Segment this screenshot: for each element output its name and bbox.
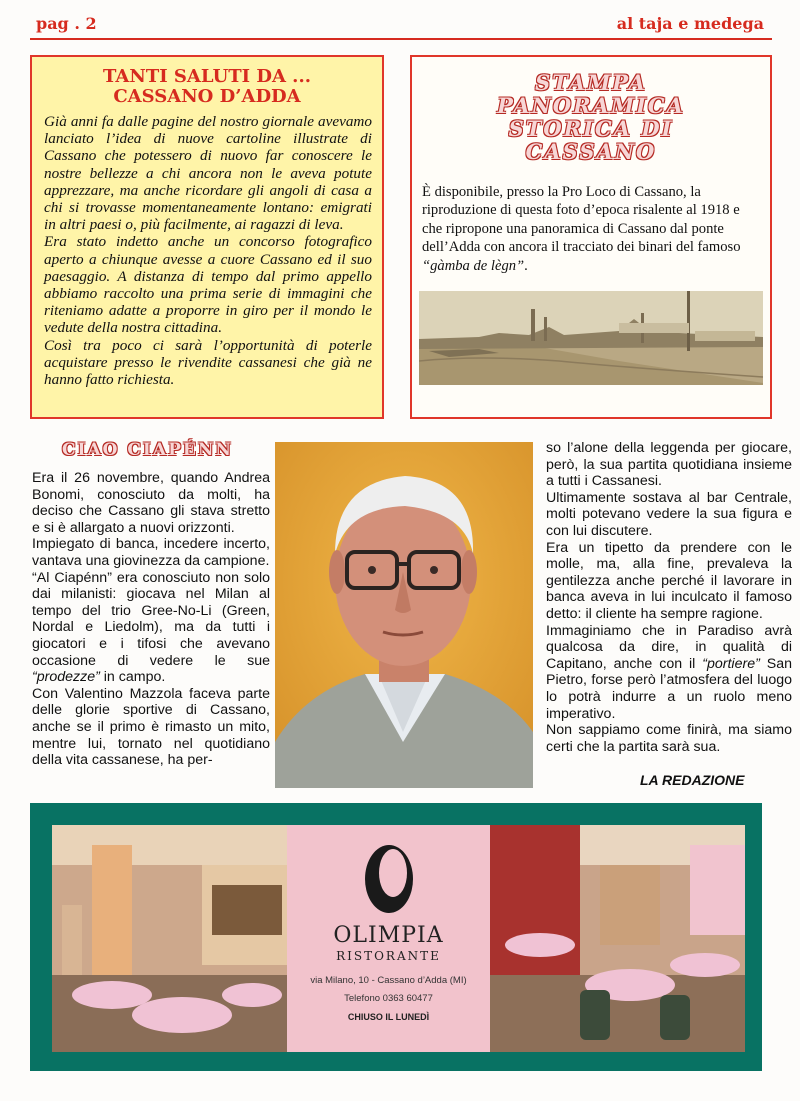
panoramic-print-box	[410, 55, 772, 419]
obituary-left-column	[32, 470, 270, 769]
greetings-title-line1: TANTI SALUTI DA ...	[103, 66, 311, 87]
panoramic-print-title	[412, 71, 770, 163]
page-number: pag . 2	[36, 14, 97, 33]
obituary-quote: “prodezze”	[32, 669, 100, 686]
greetings-title	[32, 67, 382, 107]
obituary-paragraph: Ultimamente sostava al bar Centrale, molti potevano vedere la sua figura e con lui discutere.	[546, 489, 792, 539]
signature: LA REDAZIONE	[640, 772, 745, 788]
restaurant-phone: Telefono 0363 60477	[344, 993, 433, 1004]
greetings-text	[44, 113, 372, 388]
restaurant-closing-day: CHIUSO IL LUNEDÌ	[347, 1012, 430, 1022]
print-text: È disponibile, presso la Pro Loco di Cassano, la riproduzione di questa foto d’epoca risalente al 1918 e che ripropone una panoramica di Cassano dal ponte dell’Adda con ancora il tracciato dei binari del famoso	[422, 184, 741, 256]
running-title: al taja e medega	[616, 14, 764, 33]
print-text-end: .	[524, 257, 528, 274]
obituary-paragraph-end: in campo.	[103, 669, 166, 686]
restaurant-advertisement	[30, 803, 762, 1071]
greetings-paragraph: Già anni fa dalle pagine del nostro giornale avevamo lanciato l’idea di nuove cartoline illustrate di Cassano che potessero di nuovo far conoscere le nostre bellezze a chi ancora non le aveva potute apprezzare, ma anche ricordare gli angoli di casa a chi si trovasse momentaneamente lontano: emigrati in altri paesi o, più facilmente, ai ragazzi di leva.	[44, 113, 372, 234]
print-title-line: PANORAMICA	[497, 93, 685, 118]
obituary-paragraph-start: Immaginiamo che in Paradiso avrà qualcosa da dire, in qualità di Capitano, anche con il	[546, 622, 792, 672]
restaurant-address: via Milano, 10 - Cassano d’Adda (MI)	[310, 975, 467, 986]
obituary-right-column	[546, 440, 792, 755]
obituary-quote: “portiere”	[702, 655, 760, 672]
print-title-line: STORICA DI	[508, 116, 674, 141]
olimpia-logo-icon	[363, 843, 415, 915]
print-title-line: STAMPA	[535, 70, 647, 95]
restaurant-logo-panel	[287, 825, 490, 1052]
obituary-paragraph: Era il 26 novembre, quando Andrea Bonomi, conosciuto da molti, ha deciso che Cassano gli stava stretto e si è allargato a nuovi orizzonti.	[32, 470, 270, 536]
greetings-box	[30, 55, 384, 419]
portrait-photo	[275, 442, 533, 788]
restaurant-name: OLIMPIA	[333, 923, 444, 948]
greetings-paragraph: Così tra poco ci sarà l’opportunità di poterle acquistare presso le rivendite cassanesi che già ne hanno fatto richiesta.	[44, 336, 372, 389]
header-rule	[30, 38, 772, 40]
obituary-paragraph: Era un tipetto da prendere con le molle, ma, alla fine, prevaleva la gentilezza anche perché il lavorare in banca aveva in lui inculcato il famoso detto: il cliente ha sempre ragione.	[546, 539, 792, 622]
greetings-title-line2: CASSANO D’ADDA	[113, 86, 301, 107]
obituary-paragraph: Non sappiamo come finirà, ma siamo certi che la partita sarà sua.	[546, 722, 792, 755]
restaurant-dining-room-photo	[490, 825, 745, 1052]
obituary-paragraph	[32, 570, 270, 686]
panoramic-print-text	[422, 183, 762, 275]
obituary-paragraph-start: “Al Ciapénn” era conosciuto non solo dai milanisti: giocava nel Milan al tempo del trio Gree-No-Li (Green, Nordal e Liedolm), ma da tutti i giocatori e i tifosi che avevano occasione di vedere le sue	[32, 569, 270, 669]
greetings-paragraph: Era stato indetto anche un concorso fotografico aperto a chiunque avesse a cuore Cassano ed il suo paesaggio. A distanza di tempo dal primo appello abbiamo raccolto una prima serie di immagini che riteniamo adatte a proporre in giro per il mondo le vedute della nostra cittadina.	[44, 233, 372, 337]
restaurant-bar-photo	[52, 825, 287, 1052]
obituary-paragraph: Impiegato di banca, incedere incerto, vantava una giovinezza da campione.	[32, 536, 270, 569]
historic-panorama-photo	[419, 291, 763, 385]
obituary-paragraph-end: San Pietro, forse però l’atmosfera del luogo lo potrà indurre a un ruolo meno imperativo.	[546, 655, 792, 722]
obituary-paragraph: Con Valentino Mazzola faceva parte delle glorie sportive di Cassano, anche se il primo è rimasto un mito, mentre lui, tornato nel quotidiano della vita cassanese, ha per-	[32, 685, 270, 769]
print-text-quote: “gàmba de lègn”	[422, 257, 525, 274]
obituary-paragraph: so l’alone della leggenda per giocare, però, la sua partita quotidiana insieme a tutti i Cassanesi.	[546, 440, 792, 490]
obituary-title: CIAO CIAPÉNN	[62, 440, 233, 460]
obituary-paragraph	[546, 623, 792, 723]
print-title-line: CASSANO	[525, 139, 657, 164]
restaurant-subtitle: RISTORANTE	[336, 949, 441, 963]
